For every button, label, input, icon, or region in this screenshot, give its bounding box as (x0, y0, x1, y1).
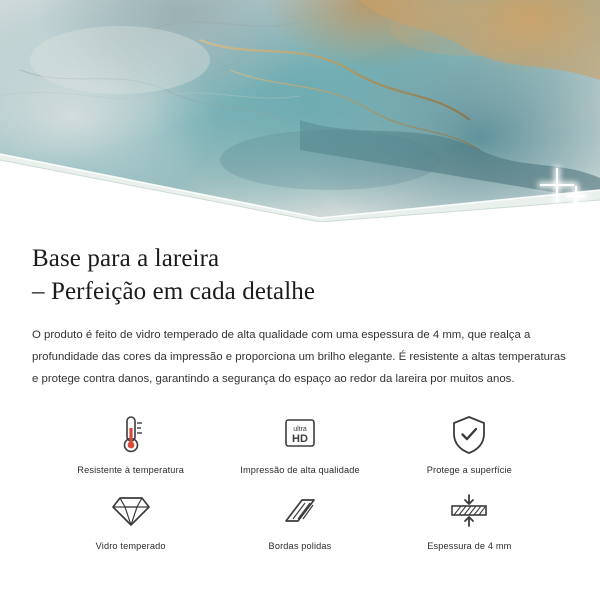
thickness-arrows-icon (446, 489, 492, 533)
svg-text:ultra: ultra (293, 425, 307, 433)
thermometer-icon (116, 413, 146, 457)
page-title (32, 242, 568, 308)
feature-item-thickness (385, 489, 554, 551)
feature-label: Impressão de alta qualidade (240, 464, 360, 475)
polished-edges-icon (280, 489, 320, 533)
content-block (0, 222, 600, 551)
feature-item-print-quality (215, 413, 384, 475)
ultra-hd-icon (281, 413, 319, 457)
feature-label: Resistente à temperatura (77, 464, 185, 475)
feature-grid (32, 413, 568, 551)
feature-label: Protege a superfície (426, 464, 512, 475)
feature-item-polished-edges (215, 489, 384, 551)
feature-label: Espessura de 4 mm (427, 540, 512, 551)
headline-line-2: – Perfeição em cada detalhe (32, 278, 316, 305)
feature-label: Vidro temperado (95, 540, 166, 551)
shield-check-icon (450, 413, 488, 457)
product-description: O produto é feito de vidro temperado de alta qualidade com uma espessura de 4 mm, que realça a profundidade das cores da impressão e proporciona um brilho elegante. É resistente a altas temperaturas e protege contra danos, garantindo a segurança do espaço ao redor da lareira por muitos anos. (32, 329, 566, 386)
diamond-icon (111, 489, 151, 533)
hero-image (0, 0, 600, 222)
feature-item-temperature (46, 413, 215, 475)
glass-edge-highlight (0, 0, 600, 222)
feature-item-surface-protection (385, 413, 554, 475)
svg-text:HD: HD (292, 432, 308, 445)
headline-line-1: Base para a lareira (32, 245, 220, 272)
feature-item-tempered-glass (46, 489, 215, 551)
feature-label: Bordas polidas (268, 540, 332, 551)
